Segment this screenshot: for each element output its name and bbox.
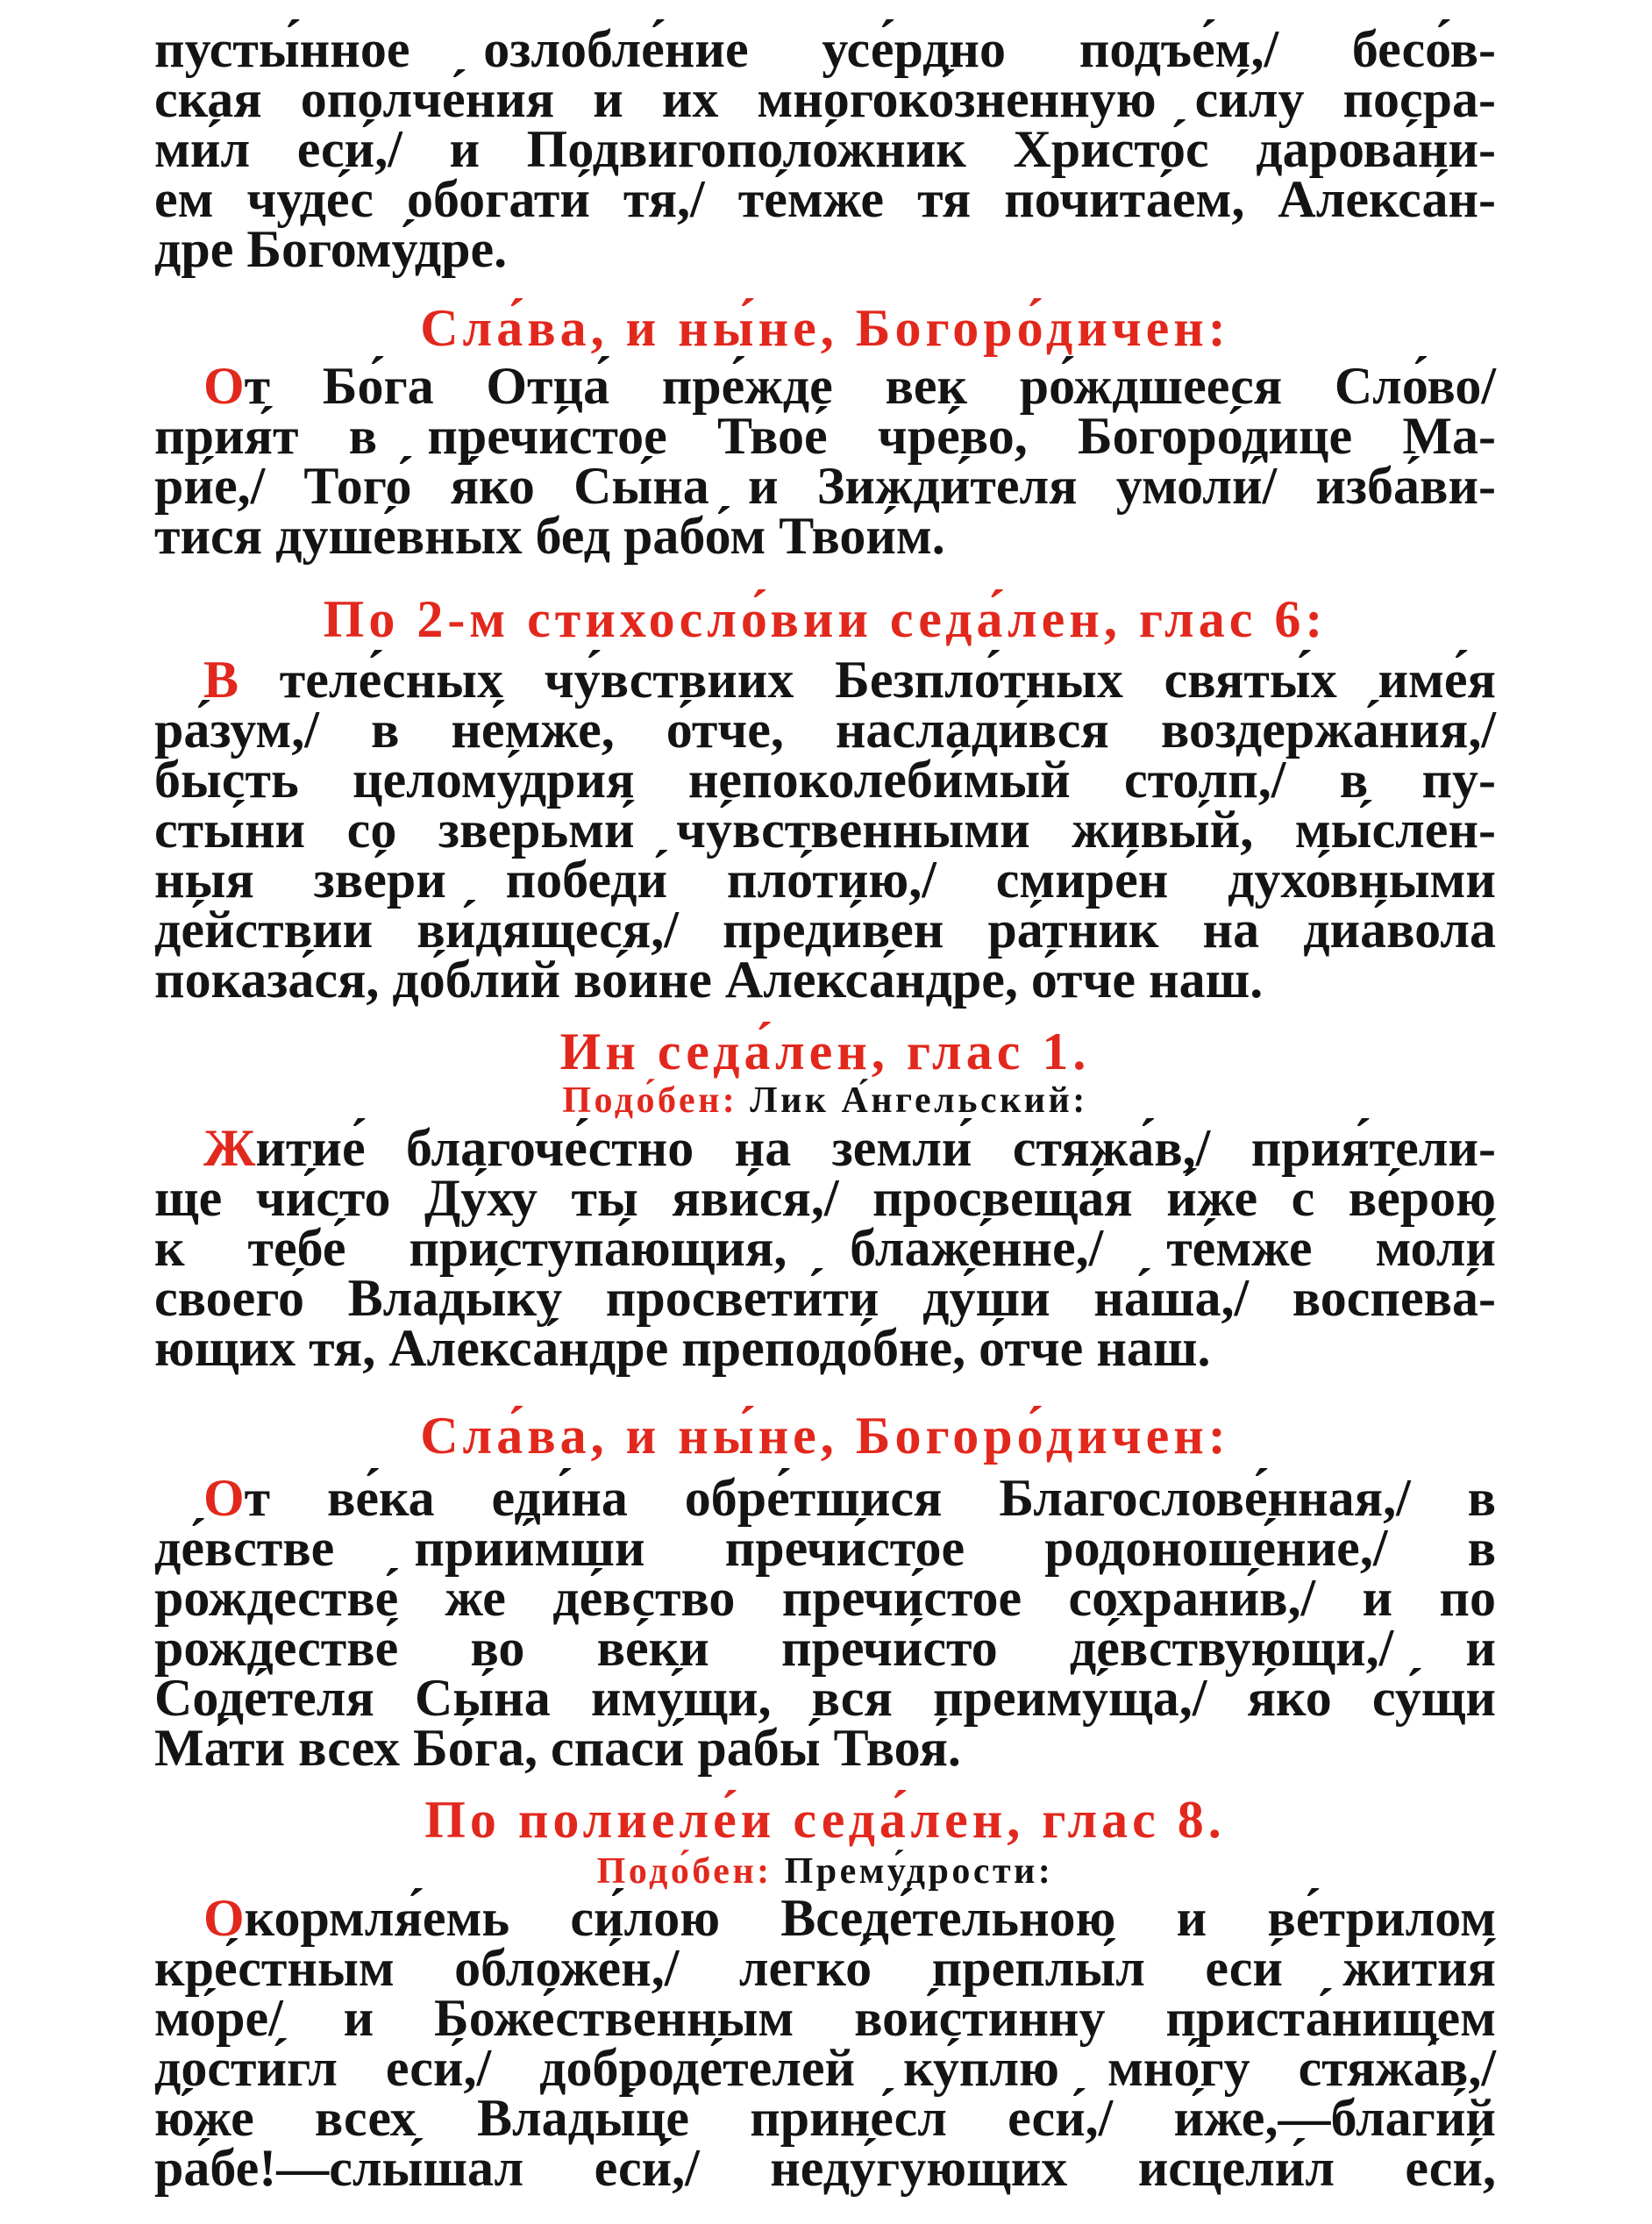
text-line: бысть целому́дрия непоколеби́мый столп,/ в пу- xyxy=(154,751,1496,809)
text-line: пусты́нное озлобле́ние усе́рдно подъе́м,/ бесо́в- xyxy=(154,20,1496,78)
text-line: Ма́ти всех Бо́га, спаси́ рабы́ Твоя́. xyxy=(154,1719,961,1777)
paragraph-sedalen-2 xyxy=(154,651,1496,1009)
text-line: своего́ Влады́ку просвети́ти ду́ши на́ша,/ воспева́- xyxy=(154,1269,1496,1327)
text-line: ныя зве́ри победи́ пло́тию,/ смире́н духо́вными xyxy=(154,851,1496,909)
paragraph-theotokion-2 xyxy=(154,1469,1496,1777)
text-line: дости́гл еси́,/ доброде́телей ку́плю мно́гу стяжа́в,/ xyxy=(154,2039,1496,2097)
text-line: ми́л еси́,/ и Подвигополо́жник Христо́с дарова́ни- xyxy=(154,120,1496,178)
text-line: ра́зум,/ в не́мже, о́тче, наслади́вся воздержа́ния,/ xyxy=(154,701,1496,759)
text-line xyxy=(154,1889,1496,1947)
podoben-label: Подо́бен: xyxy=(596,1851,773,1892)
podoben-melody: Прему́дрости: xyxy=(784,1851,1054,1892)
podoben-line xyxy=(154,1851,1496,1892)
paragraph-sedalen-other xyxy=(154,1119,1496,1377)
section-heading: Сла́ва, и ны́не, Богоро́дичен: xyxy=(420,299,1230,357)
red-initial: О xyxy=(203,1469,245,1527)
text-line: мо́ре/ и Боже́ственным вои́стинну приста́нищем xyxy=(154,1989,1496,2047)
red-initial: В xyxy=(203,651,239,709)
podoben-line xyxy=(154,1080,1496,1121)
text-line: тися душе́вных бед рабо́м Твои́м. xyxy=(154,507,945,565)
red-initial: О xyxy=(203,357,245,415)
line-text: т Бо́га Отца́ пре́жде век ро́ждшееся Сло́во/ xyxy=(244,357,1496,415)
paragraph-polyeleos-sedalen xyxy=(154,1889,1496,2197)
text-line: ем чуде́с обогати́ тя,/ те́мже тя почита́ем, Алекса́н- xyxy=(154,170,1496,228)
text-line: показа́ся, до́блий во́ине Алекса́ндре, о́тче наш. xyxy=(154,951,1264,1009)
text-line xyxy=(154,357,1496,415)
text-line xyxy=(154,1469,1496,1527)
podoben-label: Подо́бен: xyxy=(562,1080,738,1121)
text-line: рождестве́ во ве́ки пречи́сто де́вствующи,/ и xyxy=(154,1619,1496,1677)
text-line: де́встве прии́мши пречи́стое родоноше́ние,/ в xyxy=(154,1519,1496,1577)
text-line: сты́ни со зверьми́ чу́вственными живы́й, мы́слен- xyxy=(154,801,1496,859)
section-heading: Ин седа́лен, глас 1. xyxy=(559,1023,1091,1080)
text-line: дре Богому́дре. xyxy=(154,220,508,278)
section-heading: Сла́ва, и ны́не, Богоро́дичен: xyxy=(420,1407,1230,1465)
text-line: ю́же всех Влады́це прине́сл еси́,/ и́же,—благи́й xyxy=(154,2089,1496,2147)
text-line: ская ополче́ния и их многоко́зненную си́лу посра- xyxy=(154,70,1496,128)
red-initial: О xyxy=(203,1889,245,1947)
section-heading: По 2-м стихосло́вии седа́лен, глас 6: xyxy=(323,590,1328,648)
line-text: теле́сных чу́вствиих Безпло́тных святы́х име́я xyxy=(239,651,1496,709)
line-text: итие́ благоче́стно на земли́ стяжа́в,/ прия́тели- xyxy=(255,1119,1496,1177)
text-line: ще чи́сто Ду́ху ты яви́ся,/ просвеща́я и́же с ве́рою xyxy=(154,1169,1496,1227)
paragraph-theotokion-1 xyxy=(154,357,1496,565)
text-line xyxy=(154,651,1496,709)
text-line: прия́т в пречи́стое Твое́ чре́во, Богоро́дице Ма- xyxy=(154,407,1496,465)
paragraph-continuation xyxy=(154,20,1496,278)
text-line: ри́е,/ Того́ я́ко Сы́на и Зижди́теля умоли́/ изба́ви- xyxy=(154,457,1496,515)
text-line xyxy=(154,1119,1496,1177)
text-line: кре́стным обложе́н,/ легко́ преплы́л еси́ жития́ xyxy=(154,1939,1496,1997)
text-line: рождестве́ же де́вство пречи́стое сохрани́в,/ и по xyxy=(154,1569,1496,1627)
text-line: ющих тя, Алекса́ндре преподо́бне, о́тче наш. xyxy=(154,1319,1211,1377)
section-heading: По полиеле́и седа́лен, глас 8. xyxy=(424,1791,1226,1849)
line-text: кормля́емь си́лою Вседе́тельною и ве́трилом xyxy=(244,1889,1496,1947)
text-line: ра́бе!—слы́шал еси́,/ неду́гующих исцели́л еси́, xyxy=(154,2139,1496,2197)
red-initial: Ж xyxy=(203,1119,256,1177)
line-text: т ве́ка еди́на обре́тшися Благослове́нная,/ в xyxy=(244,1469,1496,1527)
text-line: к тебе́ приступа́ющия, блаже́нне,/ те́мже моли́ xyxy=(154,1219,1496,1277)
podoben-melody: Лик А́нгельский: xyxy=(750,1080,1088,1121)
text-line: Соде́теля Сы́на иму́щи, вся преиму́ща,/ я́ко су́щи xyxy=(154,1669,1496,1727)
text-line: де́йствии ви́дящеся,/ преди́вен ра́тник на диа́вола xyxy=(154,901,1496,959)
